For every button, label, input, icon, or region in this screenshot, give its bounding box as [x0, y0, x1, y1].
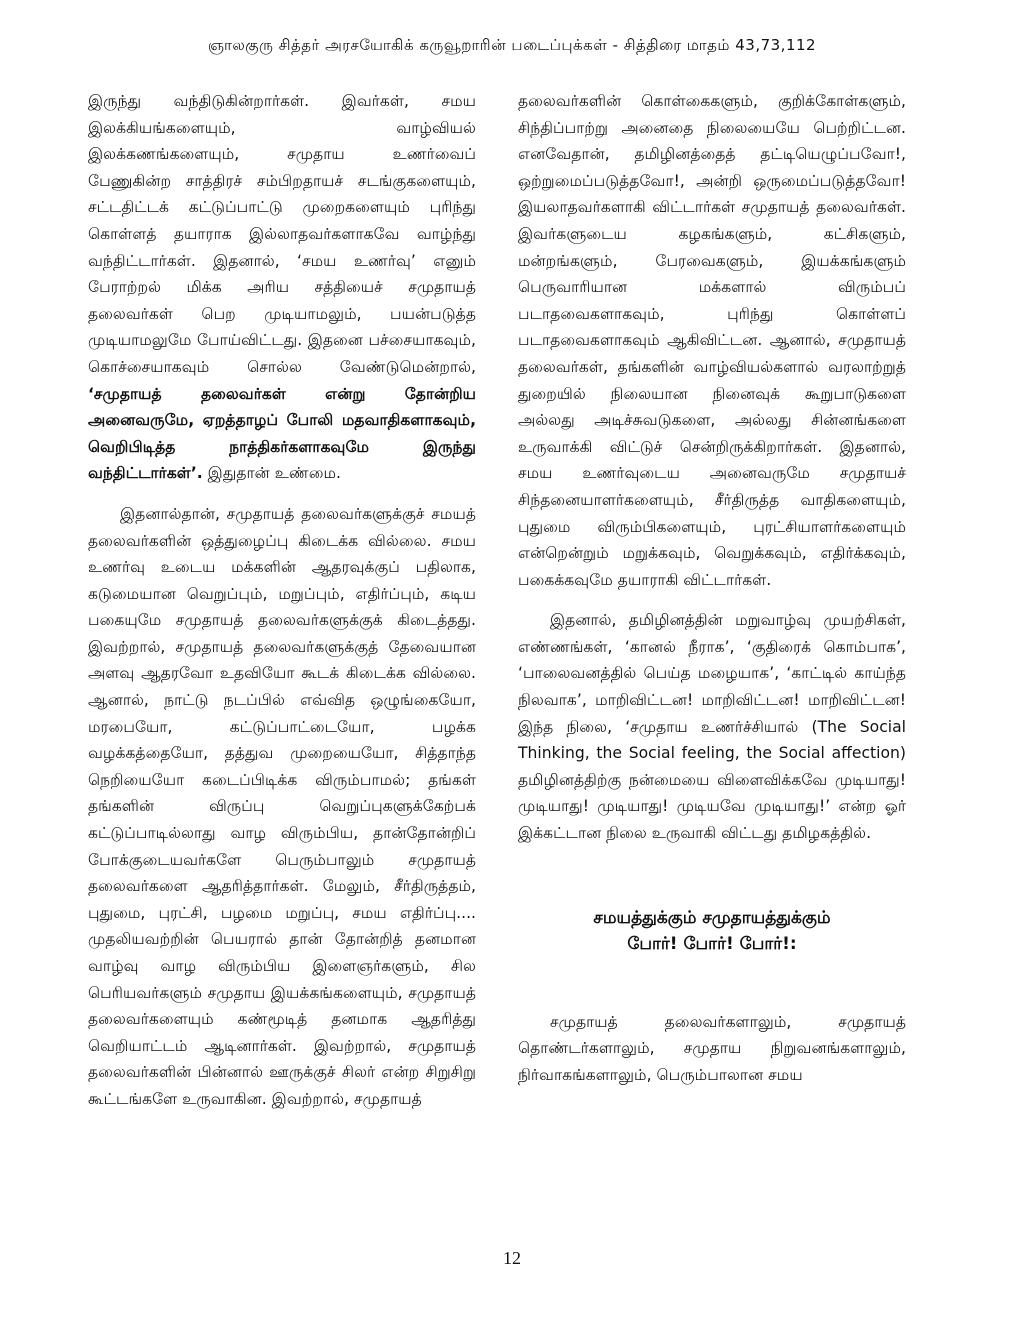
right-paragraph-2: இதனால், தமிழினத்தின் மறுவாழ்வு முயற்சிகள், எண்ணங்கள், ‘கானல் நீராக’, ‘குதிரைக் கொம்பாக’, ‘பாலைவனத்தில் பெய்த மழையாக’, ‘காட்டில் காய்ந்த நிலவாக’, மாறிவிட்டன! மாறிவிட்டன! மாறிவிட்டன! இந்த நிலை, ‘சமுதாய உணர்ச்சியால் (The Social Thinking, the Social feeling, the Social affection) தமிழினத்திற்கு நன்மையை விளைவிக்கவே முடியாது! முடியாது! முடியாது! முடியவே முடியாது!’ என்ற ஓர் இக்கட்டான நிலை உருவாகி விட்டது தமிழகத்தில்.: [518, 611, 906, 843]
right-paragraph-3: சமுதாயத் தலைவர்களாலும், சமுதாயத் தொண்டர்களாலும், சமுதாய நிறுவனங்களாலும், நிர்வாகங்களாலும், பெரும்பாலான சமய: [518, 1012, 906, 1084]
left-paragraph-1-tail: இதுதான் உண்மை.: [202, 464, 341, 483]
left-paragraph-2: இதனால்தான், சமுதாயத் தலைவர்களுக்குச் சமயத் தலைவர்களின் ஒத்துழைப்பு கிடைக்க வில்லை. சமய உணர்வு உடைய மக்களின் ஆதரவுக்குப் பதிலாக, கடுமையான வெறுப்பும், மறுப்பும், எதிர்ப்பும், கடிய பகையுமே சமுதாயத் தலைவர்களுக்குக் கிடைத்தது. இவற்றால், சமுதாயத் தலைவர்களுக்குத் தேவையான அளவு ஆதரவோ உதவியோ கூடக் கிடைக்க வில்லை. ஆனால், நாட்டு நடப்பில் எவ்வித ஒழுங்கையோ, மரபையோ, கட்டுப்பாட்டையோ, பழக்க வழக்கத்தையோ, தத்துவ முறையையோ, சித்தாந்த நெறியையோ கடைப்பிடிக்க விரும்பாமல்; தங்கள் தங்களின் விருப்பு வெறுப்புகளுக்கேற்பக் கட்டுப்பாடில்லாது வாழ விரும்பிய, தான்தோன்றிப் போக்குடையவர்களே பெரும்பாலும் சமுதாயத் தலைவர்களை ஆதரித்தார்கள். மேலும், சீர்திருத்தம், புதுமை, புரட்சி, பழமை மறுப்பு, சமய எதிர்ப்பு.... முதலியவற்றின் பெயரால் தான் தோன்றித் தனமான வாழ்வு வாழ விரும்பிய இளைஞர்களும், சில பெரியவர்களும் சமுதாய இயக்கங்களையும், சமுதாயத் தலைவர்களையும் கண்மூடித் தனமாக ஆதரித்து வெறியாட்டம் ஆடினார்கள். இவற்றால், சமுதாயத் தலைவர்களின் பின்னால் ஊருக்குச் சிலர் என்ற சிறுசிறு கூட்டங்களே உருவாகின. இவற்றால், சமுதாயத்: [88, 504, 476, 1108]
right-column: [518, 88, 906, 1088]
section-heading-line-1: சமயத்துக்கும் சமுதாயத்துக்கும்: [593, 907, 831, 928]
left-paragraph-1-emphasis: ‘சமுதாயத் தலைவர்கள் என்று தோன்றிய அனைவருமே, ஏறத்தாழப் போலி மதவாதிகளாகவும், வெறிபிடித்த நாத்திகர்களாகவுமே இருந்து வந்திட்டார்கள்’.: [88, 384, 476, 483]
left-paragraph-1: [88, 88, 476, 487]
page-number: 12: [503, 1248, 521, 1268]
section-heading-line-2: போர்! போர்! போர்!:: [627, 933, 797, 954]
section-heading: [518, 905, 906, 957]
right-paragraph-1: தலைவர்களின் கொள்கைகளும், குறிக்கோள்களும், சிந்திப்பாற்று அனைதை நிலையையே பெற்றிட்டன. எனவேதான், தமிழினத்தைத் தட்டியெழுப்பவோ!, ஒற்றுமைப்படுத்தவோ!, அன்றி ஒருமைப்படுத்தவோ! இயலாதவர்களாகி விட்டார்கள் சமுதாயத் தலைவர்கள். இவர்களுடைய கழகங்களும், கட்சிகளும், மன்றங்களும், பேரவைகளும், இயக்கங்களும் பெருவாரியான மக்களால் விரும்பப் படாதவைகளாகவும், புரிந்து கொள்ளப் படாதவைகளாகவும் ஆகிவிட்டன. ஆனால், சமுதாயத் தலைவர்கள், தங்களின் வாழ்வியல்களால் வரலாற்றுத் துறையில் நிலையான நினைவுக் கூறுபாடுகளை அல்லது அடிச்சுவடுகளை, அல்லது சின்னங்களை உருவாக்கி விட்டுச் சென்றிருக்கிறார்கள். இதனால், சமய உணர்வுடைய அனைவருமே சமுதாயச் சிந்தனையாளர்களையும், சீர்திருத்த வாதிகளையும், புதுமை விரும்பிகளையும், புரட்சியாளர்களையும் என்றென்றும் மறுக்கவும், வெறுக்கவும், எதிர்க்கவும், பகைக்கவுமே தயாராகி விட்டார்கள்.: [518, 92, 906, 589]
left-paragraph-1-text: இருந்து வந்திடுகின்றார்கள். இவர்கள், சமய இலக்கியங்களையும், வாழ்வியல் இலக்கணங்களையும், சமுதாய உணர்வைப் பேணுகின்ற சாத்திரச் சம்பிறதாயச் சடங்குகளையும், சட்டதிட்டக் கட்டுப்பாட்டு முறைகளையும் புரிந்து கொள்ளத் தயாராக இல்லாதவர்களாகவே வாழ்ந்து வந்திட்டார்கள். இதனால், ‘சமய உணர்வு’ எனும் பேராற்றல் மிக்க அரிய சத்தியைச் சமுதாயத் தலைவர்கள் பெற முடியாமலும், பயன்படுத்த முடியாமலுமே போய்விட்டது. இதனை பச்சையாகவும், கொச்சையாகவும் சொல்ல வேண்டுமென்றால்,: [88, 92, 476, 376]
page-header: ஞாலகுரு சித்தர் அரசயோகிக் கருவூறாரின் படைப்புக்கள் - சித்திரை மாதம் 43,73,112: [207, 36, 817, 54]
left-column: [88, 88, 476, 1113]
